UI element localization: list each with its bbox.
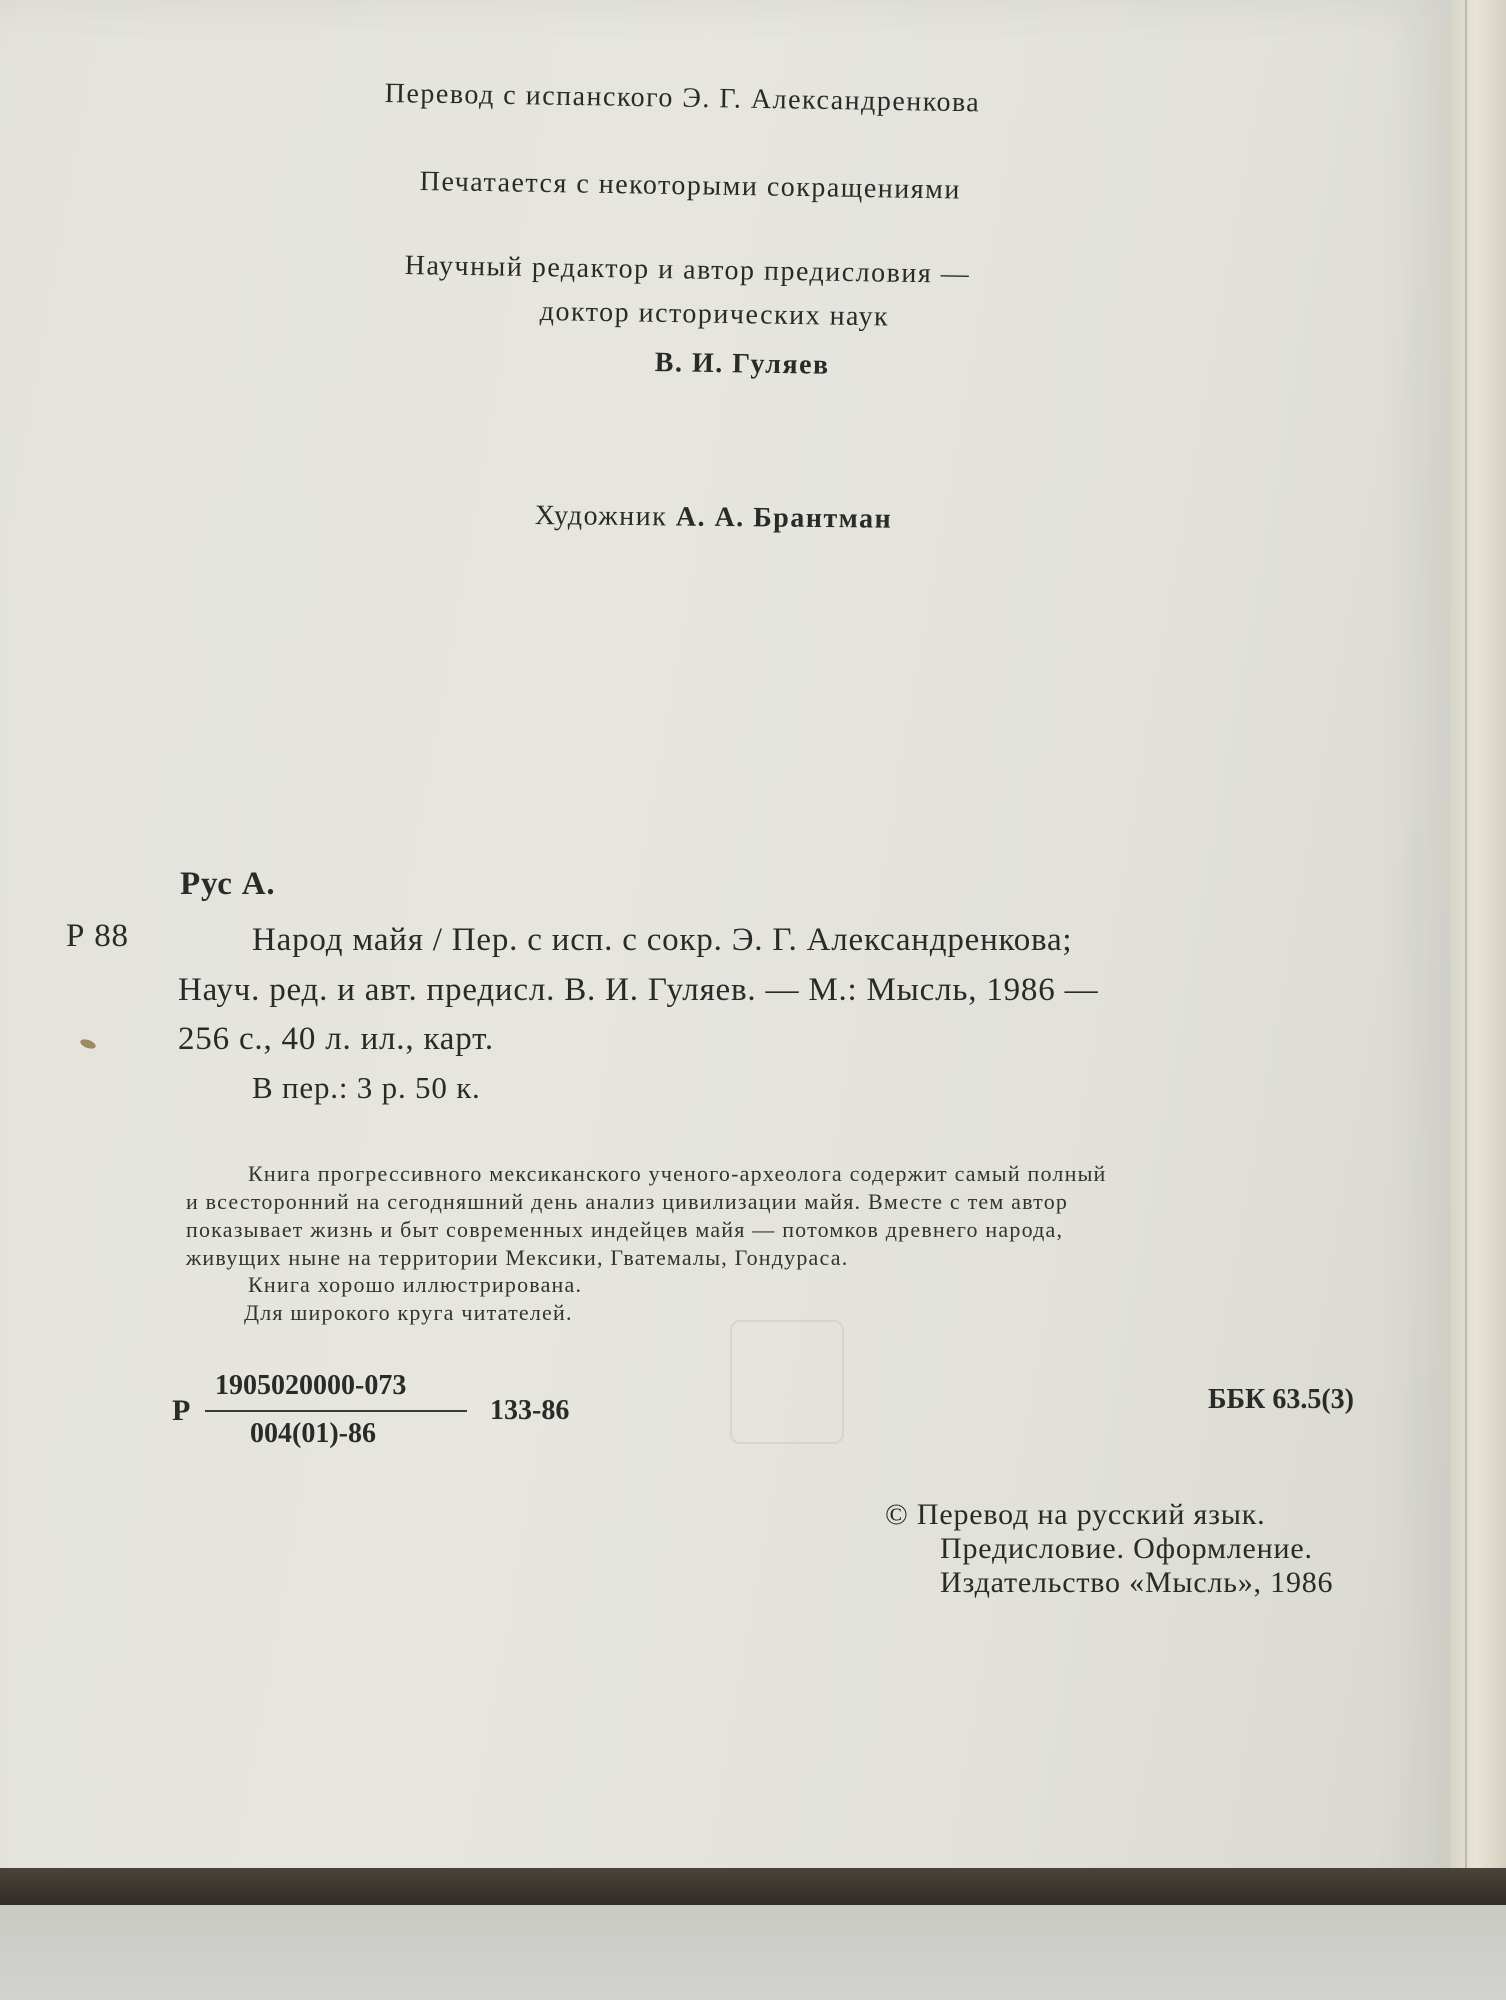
table-surface <box>0 1905 1506 2000</box>
artist-credit <box>535 502 893 534</box>
record-shelf-code: Р 88 <box>66 918 129 954</box>
code-numerator: 1905020000-073 <box>215 1370 407 1401</box>
record-line-2: Науч. ред. и авт. предисл. В. И. Гуляев. — М.: Мысль, 1986 — <box>178 972 1099 1008</box>
record-price: В пер.: 3 р. 50 к. <box>252 1070 481 1105</box>
record-line-1: Народ майя / Пер. с исп. с сокр. Э. Г. Александренкова; <box>252 922 1073 958</box>
editor-name: В. И. Гуляев <box>654 347 830 381</box>
code-denominator: 004(01)-86 <box>250 1418 376 1449</box>
page-edge-line <box>1465 0 1467 1890</box>
copyright-line-1: © Перевод на русский язык. <box>885 1498 1266 1531</box>
artist-label: Художник <box>534 500 668 533</box>
editor-line-2: доктор исторических наук <box>539 296 890 333</box>
book-cover-edge <box>0 1868 1506 1908</box>
fraction-bar <box>205 1410 467 1412</box>
annotation-line-4: живущих ныне на территории Мексики, Гватемалы, Гондураса. <box>186 1245 849 1270</box>
artist-name: А. А. Брантман <box>675 501 893 535</box>
page-stack-edge <box>1450 0 1506 1905</box>
abridged-note: Печатается с некоторыми сокращениями <box>419 166 962 206</box>
copyright-line-2: Предисловие. Оформление. <box>940 1532 1313 1565</box>
faint-stamp-impression <box>730 1320 844 1444</box>
annotation-line-2: и всесторонний на сегодняшний день анализ цивилизации майя. Вместе с тем автор <box>186 1189 1069 1214</box>
copyright-line-3: Издательство «Мысль», 1986 <box>940 1566 1334 1599</box>
annotation-line-6: Для широкого круга читателей. <box>244 1300 573 1325</box>
code-prefix: Р <box>172 1394 191 1427</box>
editor-line-1: Научный редактор и автор предисловия — <box>404 250 971 290</box>
code-suffix: 133-86 <box>490 1395 570 1426</box>
record-author: Рус А. <box>180 866 276 902</box>
record-line-3: 256 с., 40 л. ил., карт. <box>178 1021 494 1057</box>
translation-credit-text: Перевод с испанского Э. Г. Александренкова <box>384 78 981 119</box>
annotation-line-3: показывает жизнь и быт современных индейцев майя — потомков древнего народа, <box>186 1217 1064 1242</box>
bbk-code: ББК 63.5(3) <box>1208 1384 1354 1415</box>
annotation-line-5: Книга хорошо иллюстрирована. <box>248 1272 583 1297</box>
annotation-line-1: Книга прогрессивного мексиканского ученого-археолога содержит самый полный <box>248 1161 1107 1186</box>
